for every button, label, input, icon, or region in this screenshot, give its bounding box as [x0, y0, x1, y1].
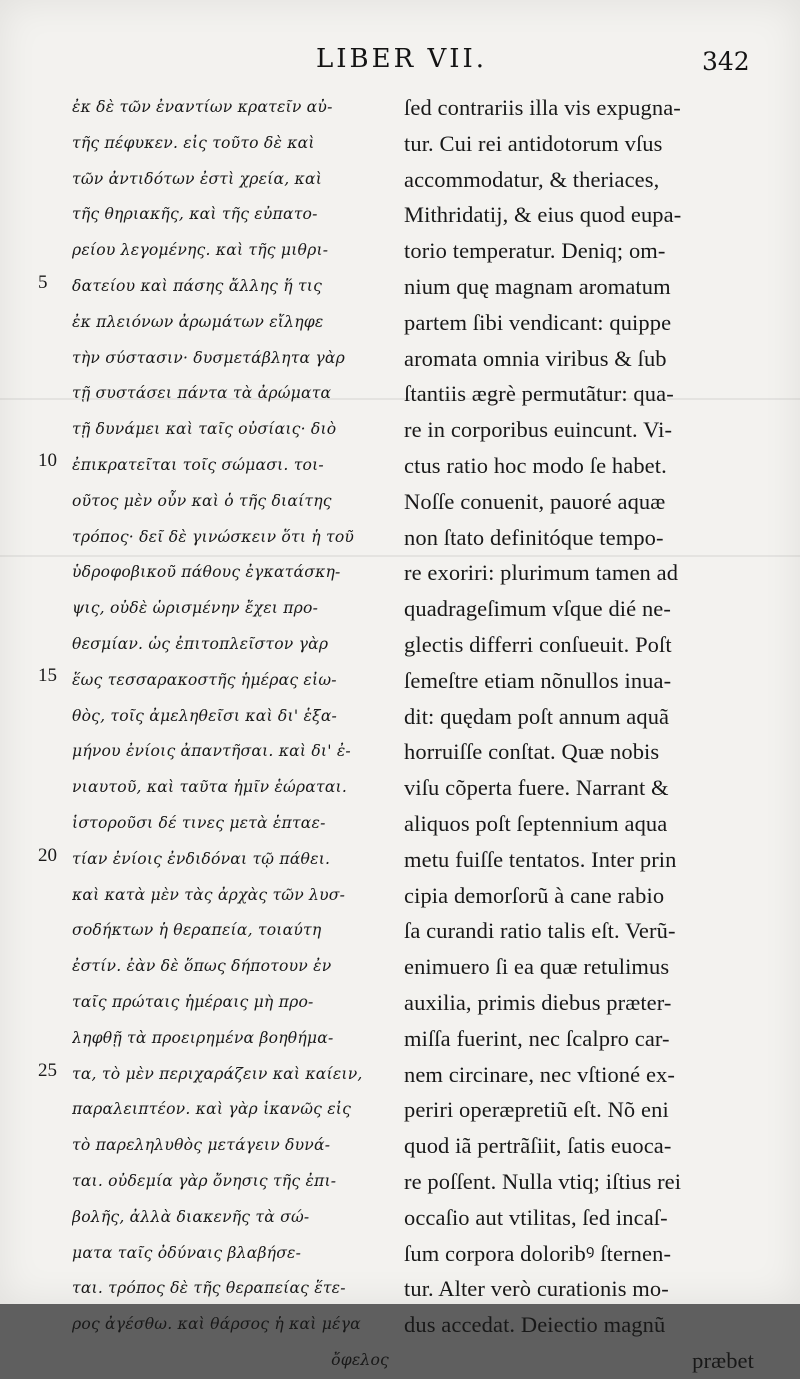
- greek-line: ἕως τεσσαρακοστῆς ἡμέρας εἰω-: [72, 670, 337, 689]
- greek-line: ταῖς πρώταις ἡμέραις μὴ προ-: [72, 992, 314, 1011]
- greek-line: παραλειπτέον. καὶ γὰρ ἱκανῶς εἰς: [72, 1100, 352, 1119]
- latin-line: dus accedat. Deiectio magnũ: [404, 1312, 666, 1338]
- latin-line: periri operæpretiũ eſt. Nõ eni: [404, 1097, 669, 1123]
- greek-line: ται. τρόπος δὲ τῆς θεραπείας ἕτε-: [72, 1279, 346, 1298]
- latin-line: partem ſibi vendicant: quippe: [404, 309, 672, 335]
- latin-line: non ſtato definitóque tempo-: [404, 524, 664, 550]
- margin-line-number: 5: [38, 272, 48, 293]
- latin-line: Noſſe conuenit, pauoré aquæ: [404, 488, 666, 514]
- greek-line: ται. οὐδεμία γὰρ ὄνησις τῆς ἐπι-: [72, 1171, 337, 1190]
- greek-line: ἱστοροῦσι δέ τινες μετὰ ἑπταε-: [72, 813, 326, 832]
- greek-line: τρόπος· δεῖ δὲ γινώσκειν ὅτι ἡ τοῦ: [72, 527, 355, 546]
- greek-line: καὶ κατὰ μὲν τὰς ἀρχὰς τῶν λυσ-: [72, 885, 346, 904]
- greek-line: ὑδροφοβικοῦ πάθους ἐγκατάσκη-: [72, 563, 341, 582]
- latin-line: re exoriri: plurimum tamen ad: [404, 560, 679, 586]
- latin-line: præbet: [692, 1347, 754, 1373]
- latin-line: dit: quędam poſt annum aquã: [404, 703, 670, 729]
- latin-line: auxilia, primis diebus præter-: [404, 989, 672, 1015]
- latin-line: nium quę magnam aromatum: [404, 273, 671, 299]
- running-head: LIBER VII.: [316, 44, 488, 74]
- greek-line: τὴν σύστασιν· δυσμετάβλητα γὰρ: [72, 348, 346, 367]
- margin-line-number: 10: [38, 450, 57, 471]
- greek-line: τίαν ἐνίοις ἐνδιδόναι τῷ πάθει.: [72, 849, 331, 868]
- latin-line: nem circinare, nec vſtioné ex-: [404, 1061, 675, 1087]
- latin-line: tur. Alter verò curationis mo-: [404, 1276, 669, 1302]
- latin-line: torio temperatur. Deniq; om-: [404, 238, 666, 264]
- greek-line: ψις, οὐδὲ ὡρισμένην ἔχει προ-: [72, 599, 319, 618]
- greek-line: θεσμίαν. ὡς ἐπιτοπλεῖστον γὰρ: [72, 634, 329, 653]
- greek-line: ἐστίν. ἐὰν δὲ ὅπως δήποτουν ἐν: [72, 957, 332, 976]
- greek-line: θὸς, τοῖς ἀμεληθεῖσι καὶ δι' ἑξα-: [72, 706, 338, 725]
- latin-line: cipia demorſorũ à cane rabio: [404, 882, 665, 908]
- greek-line: οῦτος μὲν οὖν καὶ ὁ τῆς διαίτης: [72, 491, 332, 510]
- latin-line: ſa curandi ratio talis eſt. Verũ-: [404, 918, 676, 944]
- greek-line: τα, τὸ μὲν περιχαράζειν καὶ καίειν,: [72, 1064, 363, 1083]
- latin-line: Mithridatij, & eius quod eupa-: [404, 202, 682, 228]
- greek-line: ἐκ δὲ τῶν ἐναντίων κρατεῖν αὐ-: [72, 98, 333, 116]
- latin-line: ſed contrariis illa vis expugna-: [404, 95, 681, 120]
- margin-line-number: 15: [38, 665, 57, 686]
- greek-line: τῇ συστάσει πάντα τὰ ἀρώματα: [72, 384, 332, 403]
- greek-line: τῶν ἀντιδότων ἐστὶ χρεία, καὶ: [72, 169, 323, 188]
- greek-line: δατείου καὶ πάσης ἄλλης ἥ τις: [72, 276, 323, 295]
- greek-line: τὸ παρεληλυθὸς μετάγειν δυνά-: [72, 1136, 331, 1155]
- latin-line: miſſa fuerint, nec ſcalpro car-: [404, 1025, 670, 1051]
- greek-line: ἐκ πλειόνων ἀρωμάτων εἴληφε: [72, 312, 324, 331]
- greek-line: ρος ἀγέσθω. καὶ θάρσος ἡ καὶ μέγα: [72, 1315, 361, 1334]
- latin-line: glectis differri conſueuit. Poſt: [404, 631, 672, 657]
- latin-line: ſtantiis ægrè permutãtur: qua-: [404, 381, 674, 407]
- latin-line: ſum corpora doloribꝰ ſternen-: [404, 1240, 672, 1266]
- latin-line: occaſio aut vtilitas, ſed incaſ-: [404, 1204, 668, 1230]
- greek-line: σοδήκτων ἡ θεραπεία, τοιαύτη: [72, 921, 322, 940]
- greek-line: τῆς πέφυκεν. εἰς τοῦτο δὲ καὶ: [72, 133, 315, 152]
- greek-line: ἐπικρατεῖται τοῖς σώμασι. τοι-: [72, 455, 324, 474]
- latin-line: re poſſent. Nulla vtiq; iſtius rei: [404, 1168, 682, 1194]
- page-number: 342: [702, 47, 750, 76]
- latin-line: ctus ratio hoc modo ſe habet.: [404, 452, 667, 478]
- latin-text-column: [404, 90, 754, 1379]
- latin-line: viſu cõperta fuere. Narrant &: [404, 775, 669, 801]
- latin-line: tur. Cui rei antidotorum vſus: [404, 130, 663, 156]
- latin-line: aliquos poſt ſeptennium aqua: [404, 810, 668, 836]
- latin-line: quod iã pertrãſiit, ſatis euoca-: [404, 1133, 672, 1159]
- margin-line-number: 20: [38, 845, 57, 866]
- greek-line: βολῆς, ἀλλὰ διακενῆς τὰ σώ-: [72, 1207, 310, 1226]
- latin-line: quadrageſimum vſque dié ne-: [404, 596, 671, 622]
- latin-line: enimuero ſi ea quæ retulimus: [404, 954, 670, 980]
- greek-line: μήνου ἐνίοις ἀπαντῆσαι. καὶ δι' ἐ-: [72, 742, 351, 761]
- greek-line: ὄφελος: [331, 1350, 389, 1369]
- greek-line: ρείου λεγομένης. καὶ τῆς μιθρι-: [72, 241, 329, 260]
- greek-line: τῆς θηριακῆς, καὶ τῆς εὐπατο-: [72, 205, 318, 224]
- greek-line: ληφθῇ τὰ προειρημένα βοηθήμα-: [72, 1028, 334, 1047]
- margin-line-number: 25: [38, 1060, 57, 1081]
- latin-line: ſemeſtre etiam nõnullos inua-: [404, 667, 672, 693]
- greek-line: τῇ δυνάμει καὶ ταῖς οὐσίαις· διὸ: [72, 420, 337, 439]
- latin-line: aromata omnia viribus & ſub: [404, 345, 667, 371]
- greek-text-column: [72, 90, 397, 1379]
- greek-line: νιαυτοῦ, καὶ ταῦτα ἡμῖν ἑώραται.: [72, 778, 348, 797]
- latin-line: metu fuiſſe tentatos. Inter prin: [404, 846, 677, 872]
- greek-line: ματα ταῖς ὀδύναις βλαβήσε-: [72, 1243, 302, 1262]
- latin-line: re in corporibus euincunt. Vi-: [404, 417, 673, 443]
- latin-line: horruiſſe conſtat. Quæ nobis: [404, 739, 660, 765]
- latin-line: accommodatur, & theriaces,: [404, 166, 660, 192]
